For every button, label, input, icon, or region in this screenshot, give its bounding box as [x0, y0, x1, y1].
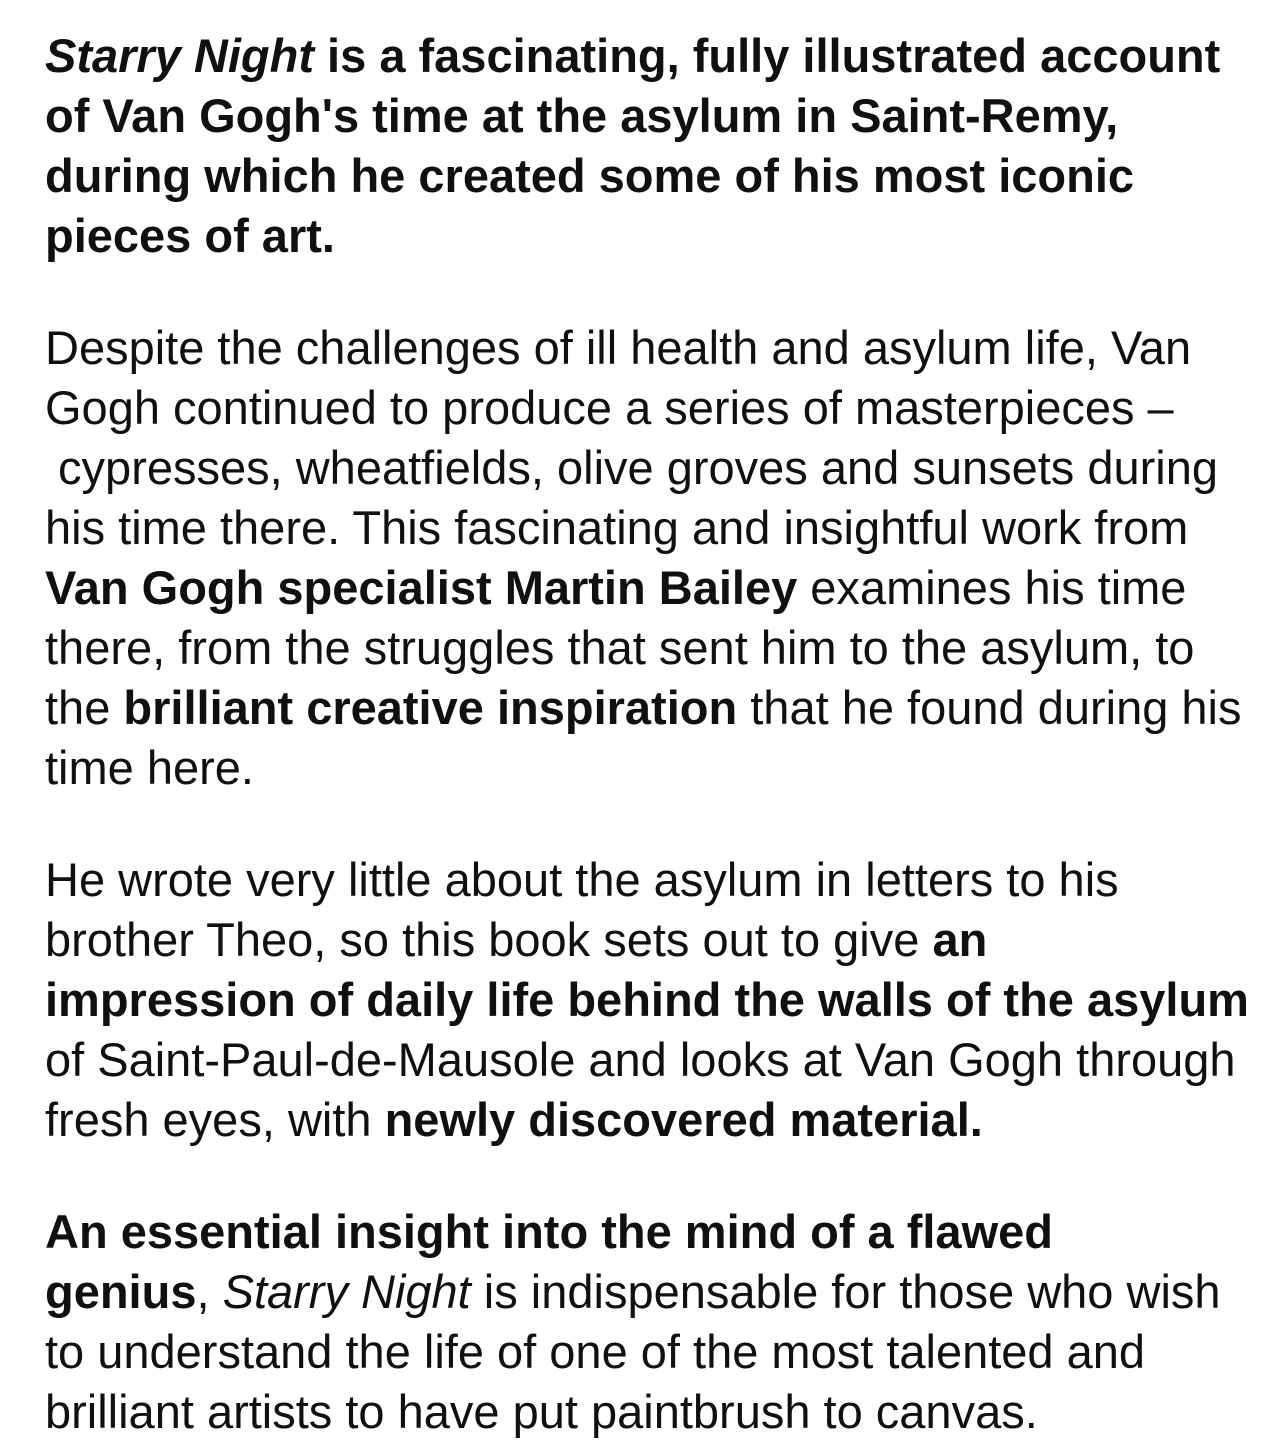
text-run: pieces of art.	[45, 209, 335, 262]
text-run: to understand the life of one of the most talented and	[45, 1325, 1146, 1378]
text-run: Van Gogh specialist Martin Bailey	[45, 561, 798, 614]
text-run: the	[45, 681, 124, 734]
text-line	[45, 318, 1283, 378]
text-run: Starry Night	[45, 29, 314, 82]
text-run: an	[932, 913, 988, 966]
text-line	[45, 850, 1283, 910]
paragraph-p4	[45, 1202, 1283, 1442]
text-line	[45, 618, 1283, 678]
text-line	[45, 910, 1283, 970]
text-run: newly discovered material.	[384, 1093, 983, 1146]
paragraph-p3	[45, 850, 1283, 1150]
text-run: of Van Gogh's time at the asylum in Saint-Remy,	[45, 89, 1119, 142]
text-line	[45, 146, 1283, 206]
text-run: brilliant creative inspiration	[123, 681, 738, 734]
text-run: is indispensable for those who wish	[470, 1265, 1221, 1318]
text-line	[45, 206, 1283, 266]
text-run: his time there. This fascinating and insightful work from	[45, 501, 1189, 554]
text-line	[45, 1030, 1283, 1090]
text-run: He wrote very little about the asylum in letters to his	[45, 853, 1119, 906]
text-run: An essential insight into the mind of a flawed	[45, 1205, 1053, 1258]
text-run: is a fascinating, fully illustrated account	[314, 29, 1221, 82]
text-run: Gogh continued to produce a series of masterpieces –	[45, 381, 1174, 434]
text-line	[45, 498, 1283, 558]
text-run: examines his time	[797, 561, 1187, 614]
text-run: genius	[45, 1265, 197, 1318]
text-line	[45, 678, 1283, 738]
text-line	[45, 1202, 1283, 1262]
text-line	[45, 1262, 1283, 1322]
text-run: of Saint-Paul-de-Mausole and looks at Van Gogh through	[45, 1033, 1236, 1086]
text-run: cypresses, wheatfields, olive groves and sunsets during	[45, 441, 1219, 494]
text-line	[45, 558, 1283, 618]
text-line	[45, 26, 1283, 86]
text-run: Despite the challenges of ill health and asylum life, Van	[45, 321, 1192, 374]
text-run: during which he created some of his most iconic	[45, 149, 1135, 202]
text-run: Starry Night	[222, 1265, 471, 1318]
text-run: there, from the struggles that sent him to the asylum, to	[45, 621, 1195, 674]
text-run: time here.	[45, 741, 254, 794]
paragraph-p2	[45, 318, 1283, 798]
text-run: brother Theo, so this book sets out to give	[45, 913, 933, 966]
paragraph-p1	[45, 26, 1283, 266]
text-line	[45, 970, 1283, 1030]
text-run: impression of daily life behind the walls of the asylum	[45, 973, 1249, 1026]
text-line	[45, 86, 1283, 146]
text-run: that he found during his	[737, 681, 1242, 734]
text-run: ,	[196, 1265, 223, 1318]
text-line	[45, 1382, 1283, 1442]
text-run: brilliant artists to have put paintbrush to canvas.	[45, 1385, 1038, 1438]
text-run: fresh eyes, with	[45, 1093, 385, 1146]
text-line	[45, 1322, 1283, 1382]
text-line	[45, 1090, 1283, 1150]
text-line	[45, 438, 1283, 498]
text-line	[45, 378, 1283, 438]
text-line	[45, 738, 1283, 798]
